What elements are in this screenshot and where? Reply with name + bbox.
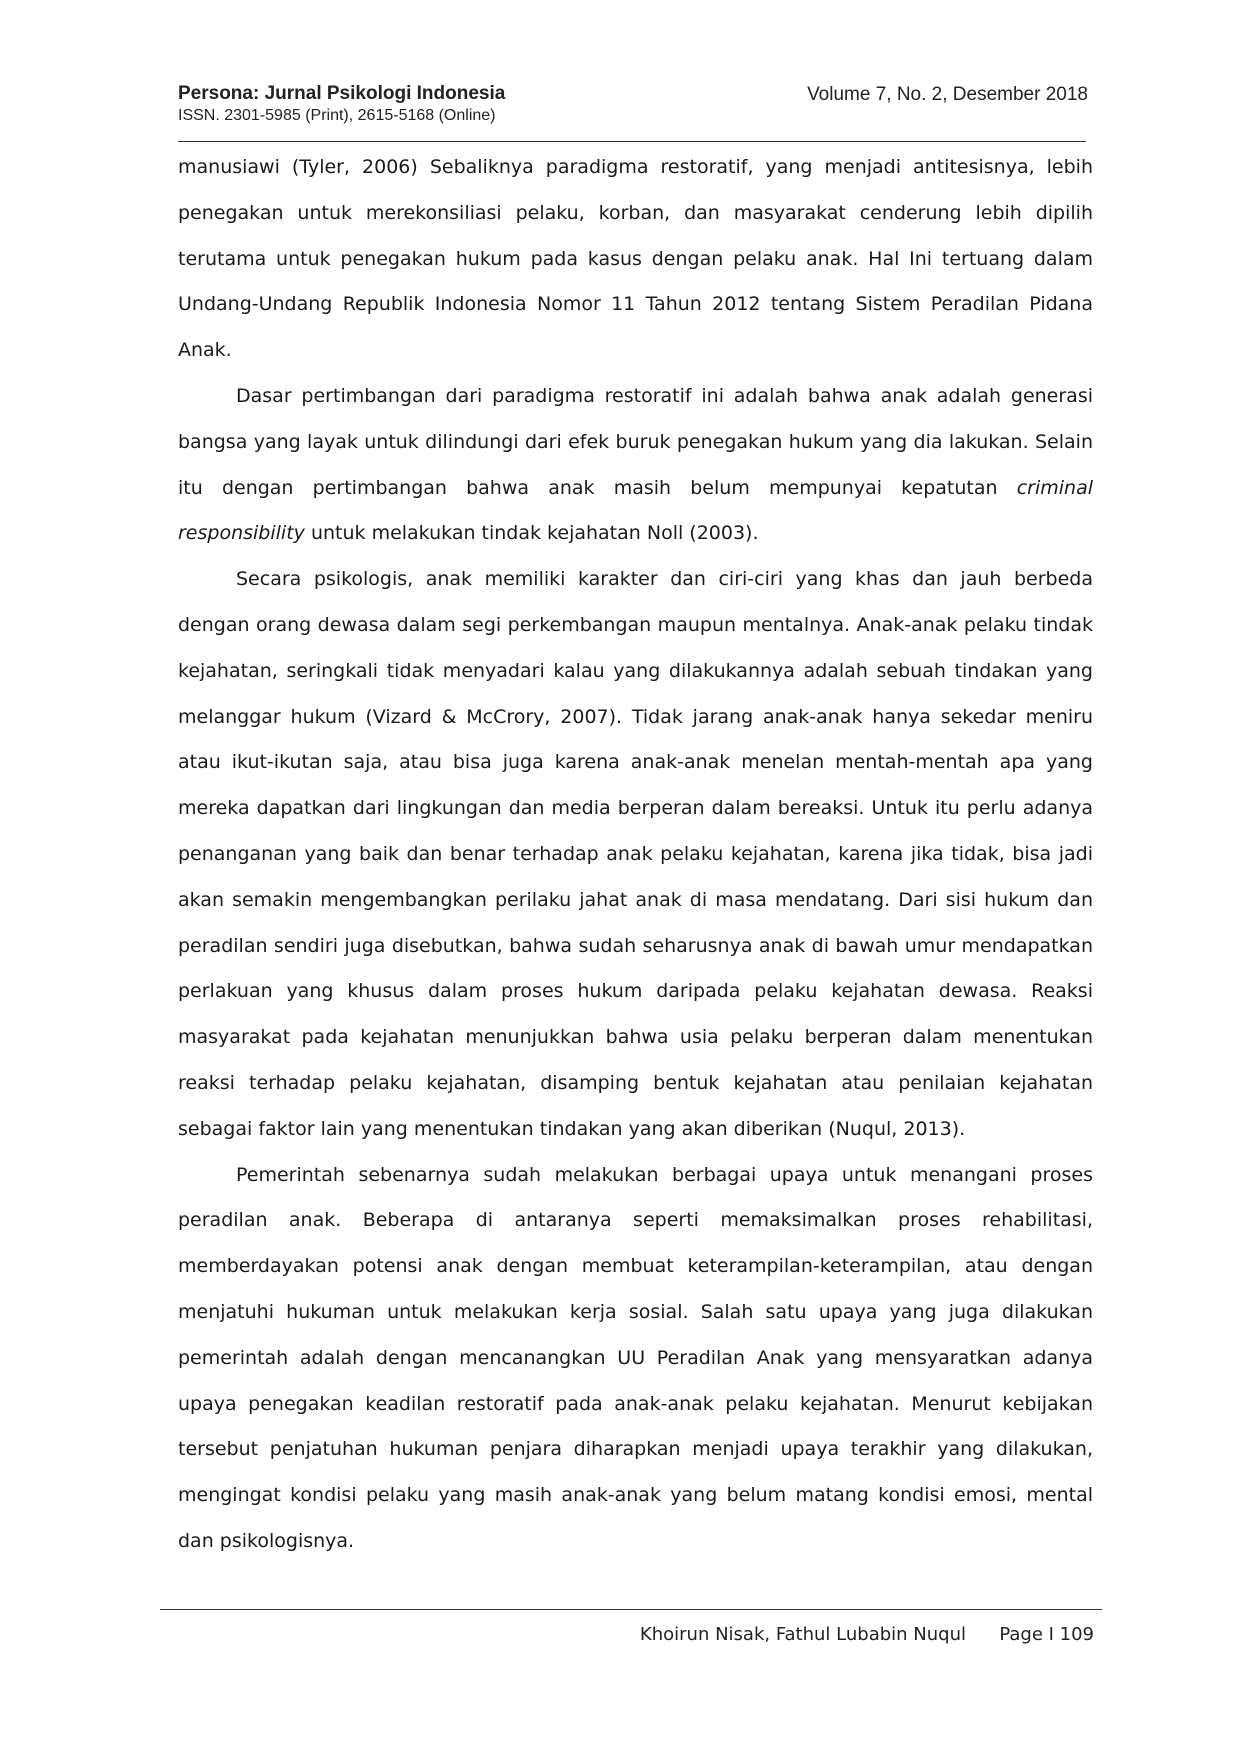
paragraph-1: manusiawi (Tyler, 2006) Sebaliknya paradigma restoratif, yang menjadi antitesisnya, lebih penegakan untuk merekonsiliasi pelaku, korban, dan masyarakat cenderung lebih dipilih terutama untuk penegakan hukum pada kasus dengan pelaku anak. Hal Ini tertuang dalam Undang-Undang Republik Indonesia Nomor 11 Tahun 2012 tentang Sistem Peradilan Pidana Anak. (178, 156, 1093, 362)
header-divider (178, 141, 1086, 142)
paragraph-2-text-end: untuk melakukan tindak kejahatan Noll (2003). (304, 522, 759, 545)
journal-volume: Volume 7, No. 2, Desember 2018 (807, 84, 1088, 105)
page-number: Page I 109 (999, 1624, 1094, 1645)
journal-title: Persona: Jurnal Psikologi Indonesia (178, 83, 506, 104)
paragraph-4: Pemerintah sebenarnya sudah melakukan berbagai upaya untuk menangani proses peradilan anak. Beberapa di antaranya seperti memaksimalkan proses rehabilitasi, memberdayakan potensi anak dengan membuat keterampilan-keterampilan, atau dengan menjatuhi hukuman untuk melakukan kerja sosial. Salah satu upaya yang juga dilakukan pemerintah adalah dengan mencanangkan UU Peradilan Anak yang mensyaratkan adanya upaya penegakan keadilan restoratif pada anak-anak pelaku kejahatan. Menurut kebijakan tersebut penjatuhan hukuman penjara diharapkan menjadi upaya terakhir yang dilakukan, mengingat kondisi pelaku yang masih anak-anak yang belum matang kondisi emosi, mental dan psikologisnya. (178, 1163, 1093, 1552)
journal-issn: ISSN. 2301-5985 (Print), 2615-5168 (Online) (178, 107, 496, 124)
paragraph-3: Secara psikologis, anak memiliki karakter dan ciri-ciri yang khas dan jauh berbeda dengan orang dewasa dalam segi perkembangan maupun mentalnya. Anak-anak pelaku tindak kejahatan, seringkali tidak menyadari kalau yang dilakukannya adalah sebuah tindakan yang melanggar hukum (Vizard & McCrory, 2007). Tidak jarang anak-anak hanya sekedar meniru atau ikut-ikutan saja, atau bisa juga karena anak-anak menelan mentah-mentah apa yang mereka dapatkan dari lingkungan dan media berperan dalam bereaksi. Untuk itu perlu adanya penanganan yang baik dan benar terhadap anak pelaku kejahatan, karena jika tidak, bisa jadi akan semakin mengembangkan perilaku jahat anak di masa mendatang. Dari sisi hukum dan peradilan sendiri juga disebutkan, bahwa sudah seharusnya anak di bawah umur mendapatkan perlakuan yang khusus dalam proses hukum daripada pelaku kejahatan dewasa. Reaksi masyarakat pada kejahatan menunjukkan bahwa usia pelaku berperan dalam menentukan reaksi terhadap pelaku kejahatan, disamping bentuk kejahatan atau penilaian kejahatan sebagai faktor lain yang menentukan tindakan yang akan diberikan (Nuqul, 2013). (178, 568, 1093, 1140)
footer-divider (160, 1609, 1102, 1610)
article-body (178, 145, 1093, 1565)
footer-authors: Khoirun Nisak, Fathul Lubabin Nuqul (639, 1624, 966, 1645)
paragraph-2-text-start: Dasar pertimbangan dari paradigma restoratif ini adalah bahwa anak adalah generasi bangsa yang layak untuk dilindungi dari efek buruk penegakan hukum yang dia lakukan. Selain itu dengan pertimbangan bahwa anak masih belum mempunyai kepatutan (178, 384, 1093, 499)
paragraph-2-italic-term: criminal responsibility (178, 476, 1093, 545)
paragraph-2 (178, 374, 1093, 557)
